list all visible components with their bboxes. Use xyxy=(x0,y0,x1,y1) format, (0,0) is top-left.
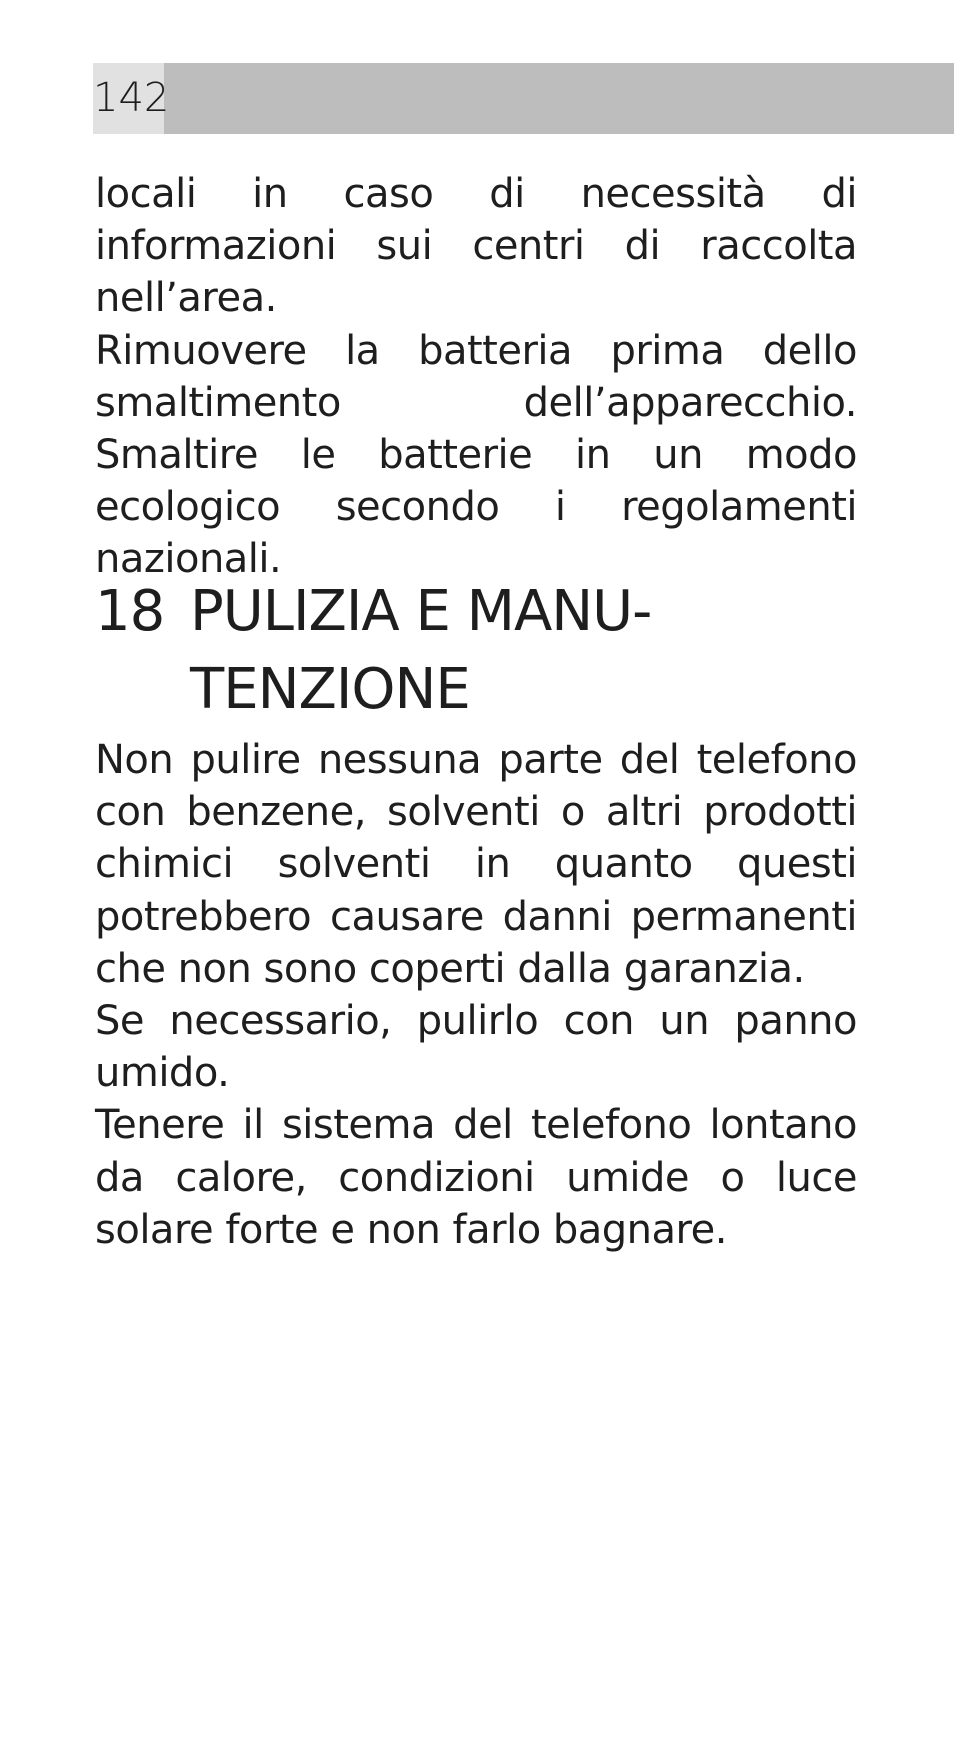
section-title-line: PULIZIA E MANU- xyxy=(190,579,652,644)
intro-paragraph: Rimuovere la batteria prima dello smaltimento dell’apparecchio. Smaltire le batterie in un modo ecologico secondo i regolamenti nazionali. xyxy=(95,327,857,583)
page-header-bar xyxy=(93,63,954,134)
intro-text xyxy=(95,168,857,586)
body-paragraph: Non pulire nessuna parte del telefono con benzene, solventi o altri prodotti chimici solventi in quanto questi potrebbero causare danni permanenti che non sono coperti dalla garanzia. xyxy=(95,737,857,992)
section-number: 18 xyxy=(95,579,165,644)
body-paragraph: Se necessario, pulirlo con un panno umido. xyxy=(95,998,857,1097)
body-paragraph: Tenere il sistema del telefono lontano da calore, condizioni umide o luce solare forte e non farlo bagnare. xyxy=(95,1102,857,1253)
section-title-line: TENZIONE xyxy=(190,657,470,722)
section-title xyxy=(190,573,857,729)
section-body xyxy=(95,734,857,1256)
page-number: 142 xyxy=(93,63,164,134)
intro-paragraph: locali in caso di necessità di informazioni sui centri di raccolta nell’area. xyxy=(95,171,857,322)
section-heading xyxy=(95,573,857,729)
